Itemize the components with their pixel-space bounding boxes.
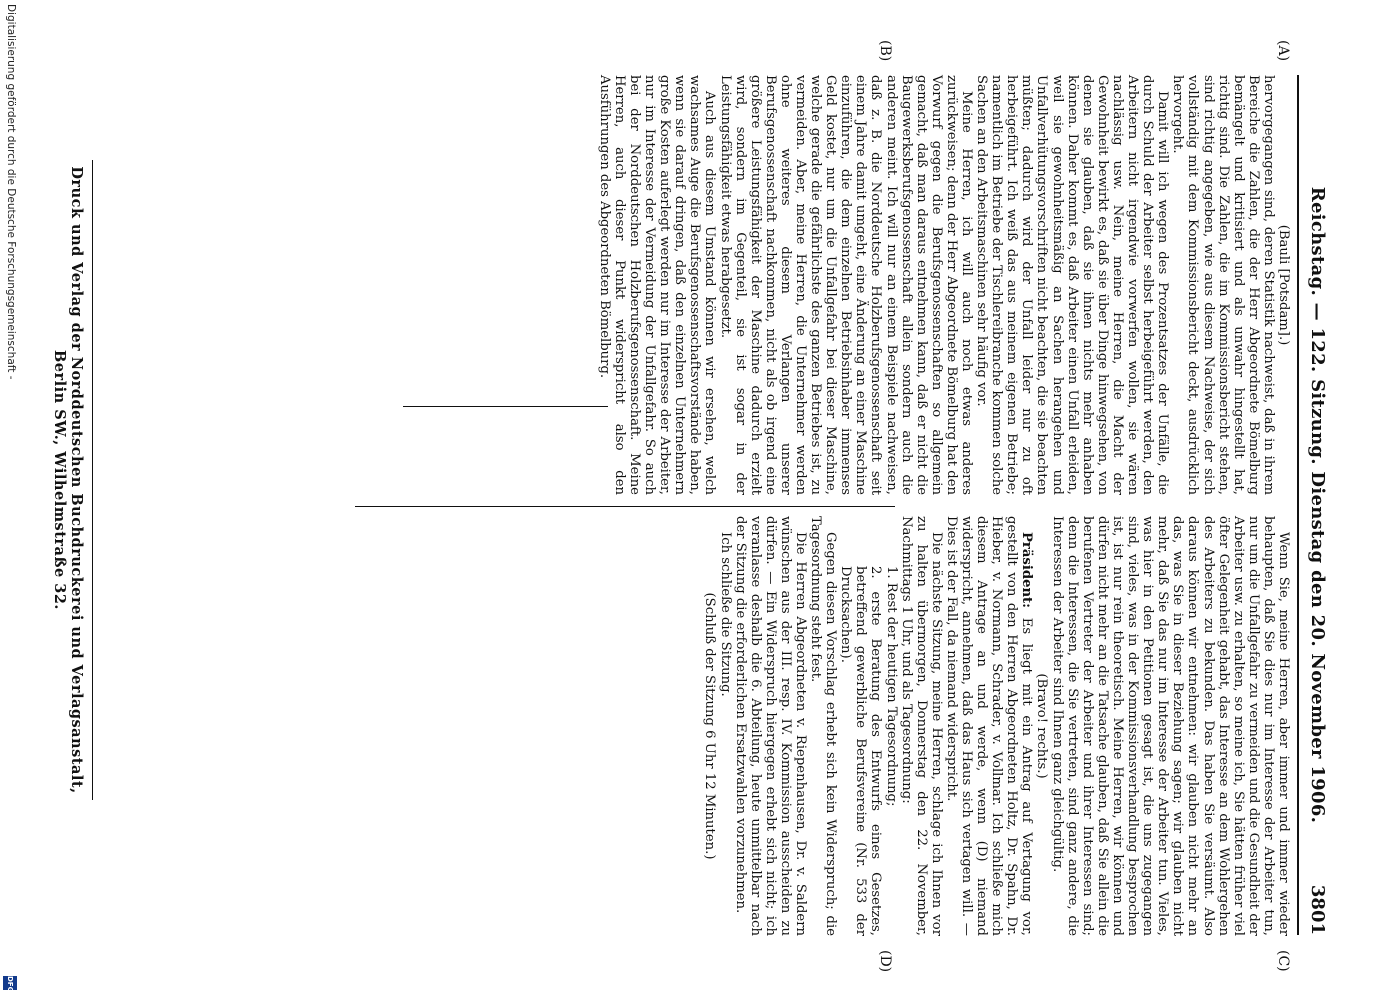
margin-mark-d: (D) bbox=[877, 950, 893, 973]
margin-mark-b: (B) bbox=[877, 40, 893, 62]
paragraph: Die Herren Abgeordneten v. Riepenhausen, Dr. v. Saldern wünschen aus der III. resp. IV. Kommission ausscheiden zu dürfen. — Ein Widerspruch hiergegen erhebt sich nicht; ich veranlasse deshalb die 6. Abteilung, heute unmittelbar nach der Sitzung die erforderlichen Ersatzwahlen vorzunehmen. bbox=[732, 516, 808, 936]
paragraph: Gegen diesen Vorschlag erhebt sich kein Widerspruch; die Tagesordnung steht fest. bbox=[808, 516, 839, 936]
page-number: 3801 bbox=[1307, 884, 1328, 935]
statement-text: Es liegt mit ein Antrag auf Vertagung vor, gestellt von den Herren Abgeordneten Holtz, Dr. Spahn, Dr. Hieber, v. Normann, Schrader, v. Vollmar. Ich schließe mich diesem Antrage an und werde, wenn (D) niemand widerspricht, annehmen, daß das Haus sich vertagen will. — Dies ist der Fall, da niemand widerspricht. bbox=[943, 516, 1035, 936]
margin-mark-a: (A) bbox=[1275, 40, 1291, 62]
column-divider bbox=[355, 506, 895, 507]
digitization-note bbox=[0, 0, 20, 1000]
left-column bbox=[597, 75, 1291, 495]
paragraph: Damit will ich wegen des Prozentsatzes der Unfälle, die durch Schuld der Arbeiter selbst herbeigeführt werden, den Arbeitern nicht irgendwie vorwerfen wollen, sie wären nachlässig usw. Nein, meine Herren, die Macht der Gewohnheit bewirkt es, daß sie über Dinge hinwegsehen, von denen sie glauben, daß sie ihnen nichts mehr anhaben können. Daher kommt es, daß Arbeiter einen Unfall erleiden, weil sie gewohnheitsmäßig an Sachen herangehen und Unfallverhütungsvorschriften nicht beachten, die sie beachten müßten; dadurch wird der Unfall leider nur zu oft herbeigeführt. Ich weiß das aus meinem eigenen Betriebe; namentlich im Betriebe der Tischlereibranche kommen solche Sachen an den Arbeitsmaschinen sehr häufig vor. bbox=[974, 75, 1171, 495]
imprint-footer: Druck und Verlag der Norddeutschen Buchdruckerei und Verlagsanstalt, Berlin SW., Wilhelmstraße 32. bbox=[51, 166, 85, 794]
paragraph: Meine Herren, ich will auch noch etwas anderes zurückweisen; denn der Herr Abgeordnete Bömelburg hat den Vorwurf gegen die Berufsgenossenschaften so allgemein gemacht, daß man daraus entnehmen kann, daß er nicht die Baugewerksberufsgenossenschaft allein sondern auch die anderen meint. Ich will nur an einem Beispiele nachweisen, daß z. B. die Norddeutsche Holzberufsgenossenschaft seit einem Jahre damit umgeht, eine Änderung an einer Maschine einzuführen, die dem einzelnen Betriebsinhaber immenses Geld kostet, nur um die Unfallgefahr bei dieser Maschine, welche gerade die gefährlichste des ganzen Betriebes ist, zu vermeiden. Aber, meine Herren, die Unternehmer werden ohne weiteres diesem Verlangen unserer Berufsgenossenschaft nachkommen, nicht als ob irgend eine größere Leistungsfähigkeit der Maschine dadurch erzielt wird, sondern im Gegenteil, sie ist sogar in der Leistungsfähigkeit etwas herabgesetzt. bbox=[717, 75, 975, 496]
paragraph: Auch aus diesem Umstand können wir ersehen, welch wachsames Auge die Berufsgenossenschaftsvorstände haben, wenn sie darauf dringen, daß den einzelnen Unternehmern große Kosten auferlegt werden nur im Interesse der Arbeiter, nur im Interesse der Vermeidung der Unfallgefahr. So auch bei der Norddeutschen Holzberufsgenossenschaft. Meine Herren, auch dieser Punkt widerspricht also den Ausführungen des Abgeordneten Bömelburg. bbox=[596, 75, 718, 495]
president-statement bbox=[944, 516, 1035, 936]
right-column bbox=[702, 516, 1291, 936]
paragraph: Wenn Sie, meine Herren, aber immer und immer wieder behaupten, daß Sie dies nur im Interesse der Arbeiter tun, nur um die Unfallgefahr zu vermeiden und die Gesundheit der Arbeiter usw. zu erhalten, so meine ich, Sie hätten früher viel öfter Gelegenheit gehabt, das Interesse an dem Wohlergehen des Arbeiters zu bekunden. Das haben Sie versäumt. Also daraus können wir entnehmen: wir glauben nicht mehr an das, was Sie in dieser Beziehung sagen; wir glauben nicht mehr, daß Sie das nur im Interesse der Arbeiter tun. Vieles, was hier in den Petitionen gesagt ist, die uns zugegangen sind, vieles, was in der Kommissionsverhandlung besprochen ist, ist nur rein theoretisch. Meine Herren, wir können und dürfen nicht mehr an die Tatsache glauben, daß Sie allein die berufenen Vertreter der Arbeiter und ihrer Interessen sind; denn die Interessen, die Sie vertreten, sind ganz andere, die Interessen der Arbeiter sind Ihnen ganz gleichgültig. bbox=[1049, 516, 1291, 936]
speaker-reference: (Bauli [Potsdam].) bbox=[1276, 224, 1291, 346]
session-end-note: (Schluß der Sitzung 6 Uhr 12 Minuten.) bbox=[702, 592, 718, 860]
paragraph: hervorgegangen sind, deren Statistik nachweist, daß in ihrem Bereiche die Zahlen, die der Herr Abgeordnete Bömelburg bemängelt und kritisiert und als unwahr hingestellt hat, richtig sind. Die Zahlen, die im Kommissionsbericht stehen, sind richtig angegeben, wie aus diesem Nachweise, der sich vollständig mit dem Kommissionsbericht deckt, ausdrücklich hervorgeht. bbox=[1170, 75, 1276, 495]
running-head: Reichstag. — 122. Sitzung. Dienstag den 20. November 1906. bbox=[1307, 186, 1328, 824]
speaker-label: Präsident: bbox=[1019, 532, 1035, 609]
applause-note: (Bravo! rechts.) bbox=[1034, 673, 1050, 779]
page-header bbox=[1302, 75, 1328, 935]
agenda-item: 2. erste Beratung des Entwurfs eines Gesetzes, betreffend gewerbliche Berufsvereine (Nr. 533 der Drucksachen). bbox=[838, 566, 884, 936]
agenda-item: 1. Rest der heutigen Tagesordnung; bbox=[883, 566, 899, 807]
dfg-logo-icon: DFG bbox=[3, 976, 17, 990]
header-rule bbox=[1297, 75, 1299, 935]
digitization-text: Digitalisierung gefördert durch die Deutsche Forschungsgemeinschaft - bbox=[5, 4, 17, 380]
paragraph: Die nächste Sitzung, meine Herren, schlage ich Ihnen vor zu halten übermorgen, Donnerstag den 22. November, Nachmittags 1 Uhr, und als Tagesordnung: bbox=[898, 516, 944, 936]
end-rule bbox=[403, 406, 608, 407]
margin-mark-c: (C) bbox=[1275, 950, 1291, 972]
paragraph: Ich schließe die Sitzung. bbox=[717, 532, 733, 697]
footer-rule bbox=[92, 160, 93, 800]
